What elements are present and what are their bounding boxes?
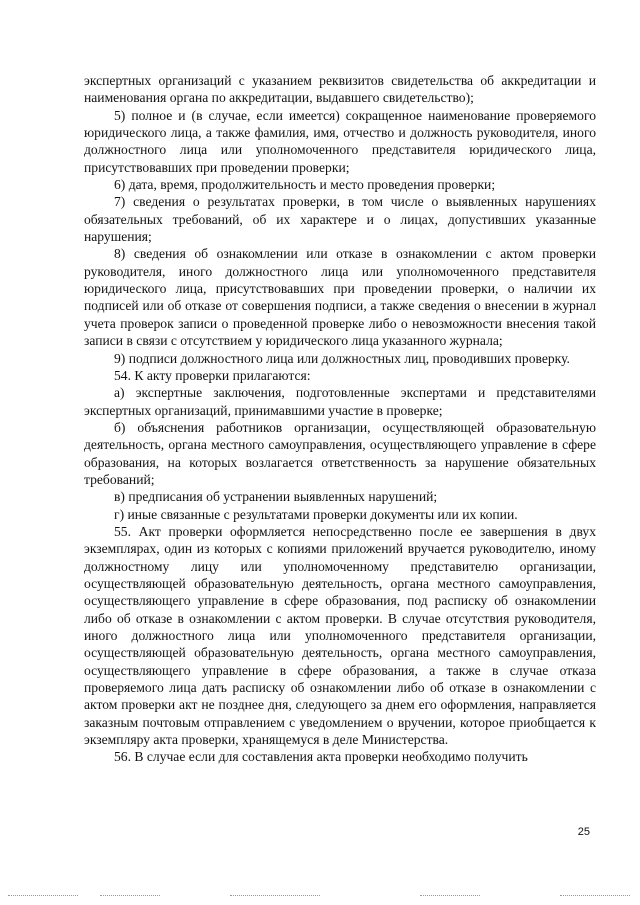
paragraph-item-5: 5) полное и (в случае, если имеется) сокращенное наименование проверяемого юридического лица, а также фамилия, имя, отчество и должность руководителя, иного должностного лица или уполномоченного представителя юридического лица, присутствовавших при проведении проверки; [84, 107, 596, 175]
paragraph-item-8: 8) сведения об ознакомлении или отказе в ознакомлении с актом проверки руководителя, иного должностного лица или уполномоченного представителя юридического лица, присутствовавших при проведении проверки, о наличии их подписей или об отказе от совершения подписи, а также сведения о внесении в журнал учета проверок записи о проведенной проверке либо о невозможности внесения такой записи в связи с отсутствием у юридического лица указанного журнала; [84, 246, 596, 349]
paragraph-item-v: в) предписания об устранении выявленных нарушений; [114, 489, 438, 505]
paragraph-section-54: 54. К акту проверки прилагаются: [114, 367, 311, 383]
document-body [84, 72, 596, 766]
paragraph-item-b: б) объяснения работников организации, осуществляющей образовательную деятельность, органа местного самоуправления, осуществляющего управление в сфере образования, на которых возлагается ответственность за нарушение обязательных требований; [84, 419, 596, 487]
paragraph-item-g: г) иные связанные с результатами проверки документы или их копии. [114, 506, 518, 522]
scan-edge-marks [0, 893, 640, 899]
paragraph-item-9: 9) подписи должностного лица или должностных лиц, проводивших проверку. [114, 350, 570, 366]
paragraph-item-a: а) экспертные заключения, подготовленные экспертами и представителями экспертных организаций, принимавшими участие в проверке; [84, 385, 596, 418]
scan-mark [230, 895, 320, 897]
scan-mark [8, 895, 78, 897]
paragraph-accreditation-continuation: экспертных организаций с указанием реквизитов свидетельства об аккредитации и наименования органа по аккредитации, выдавшего свидетельство); [84, 73, 596, 106]
scan-mark [100, 895, 160, 897]
paragraph-item-6: 6) дата, время, продолжительность и место проведения проверки; [114, 177, 496, 193]
paragraph-section-56: 56. В случае если для составления акта проверки необходимо получить [114, 749, 528, 765]
scan-mark [560, 895, 630, 897]
page-number: 25 [577, 826, 590, 838]
paragraph-section-55: 55. Акт проверки оформляется непосредственно после ее завершения в двух экземплярах, один из которых с копиями приложений вручается руководителю, иному должностному лицу или уполномоченному представителю организации, осуществляющей образовательную деятельность, органа местного самоуправления, осуществляющего управление в сфере образования, под расписку об ознакомлении либо об отказе в ознакомлении с актом проверки. В случае отсутствия руководителя, иного должностного лица или уполномоченного представителя организации, осуществляющей образовательную деятельность, органа местного самоуправления, осуществляющего управление в сфере образования, а также в случае отказа проверяемого лица дать расписку об ознакомлении либо об отказе в ознакомлении с актом проверки акт не позднее дня, следующего за днем его оформления, направляется заказным почтовым отправлением с уведомлением о вручении, которое приобщается к экземпляру акта проверки, хранящемуся в деле Министерства. [84, 523, 596, 748]
scan-mark [420, 895, 480, 897]
paragraph-item-7: 7) сведения о результатах проверки, в том числе о выявленных нарушениях обязательных требований, об их характере и о лицах, допустивших указанные нарушения; [84, 194, 596, 245]
